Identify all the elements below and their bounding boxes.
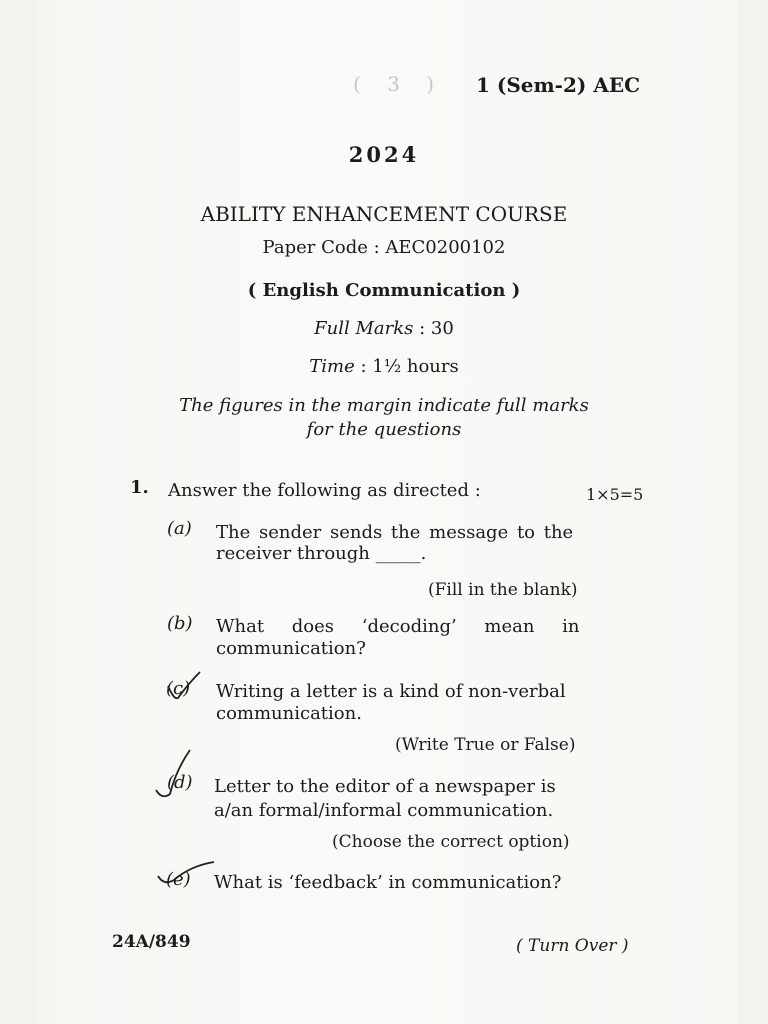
paper-code: Paper Code : AEC0200102 [262,237,506,258]
part-label: (a) [167,518,192,539]
footer-paper-code: 24A/849 [112,932,191,952]
part-text-line2: communication. [216,703,362,724]
turn-over-note: ( Turn Over ) [516,936,629,956]
part-instruction: (Write True or False) [395,735,576,755]
part-label: (e) [166,869,191,890]
part-text-line2: receiver through _____. [216,543,427,564]
course-title: ABILITY ENHANCEMENT COURSE [200,202,568,226]
exam-time [0,356,768,377]
part-instruction: (Fill in the blank) [428,580,578,600]
page-number: ( 3 ) [353,72,445,96]
subject-title: ( English Communication ) [247,280,521,301]
instruction-line-1: The figures in the margin indicate full marks [179,395,589,416]
paper-identifier: 1 (Sem-2) AEC [476,73,640,97]
part-label: (c) [166,678,191,699]
full-marks-value: : 30 [419,318,454,339]
part-text-line1: What is ‘feedback’ in communication? [214,872,562,893]
full-marks [0,318,768,339]
exam-year: 2024 [348,142,420,167]
part-label: (b) [167,613,193,634]
time-value: : 1½ hours [360,356,459,377]
part-text-line2: communication? [216,638,366,659]
question-number: 1. [130,477,149,498]
time-label: Time [309,356,355,377]
part-label: (d) [167,772,193,793]
question-text: Answer the following as directed : [168,480,481,501]
part-text-line1: Letter to the editor of a newspaper is [214,776,556,797]
part-text-line1: The sender sends the message to the [216,522,574,543]
part-text-line1: What does ‘decoding’ mean in [216,616,580,637]
question-marks: 1×5=5 [586,485,644,504]
part-text-line2: a/an formal/informal communication. [214,800,554,821]
part-instruction: (Choose the correct option) [332,832,570,852]
full-marks-label: Full Marks [314,318,414,339]
instruction-line-2: for the questions [306,419,462,440]
part-text-line1: Writing a letter is a kind of non-verbal [216,681,566,702]
